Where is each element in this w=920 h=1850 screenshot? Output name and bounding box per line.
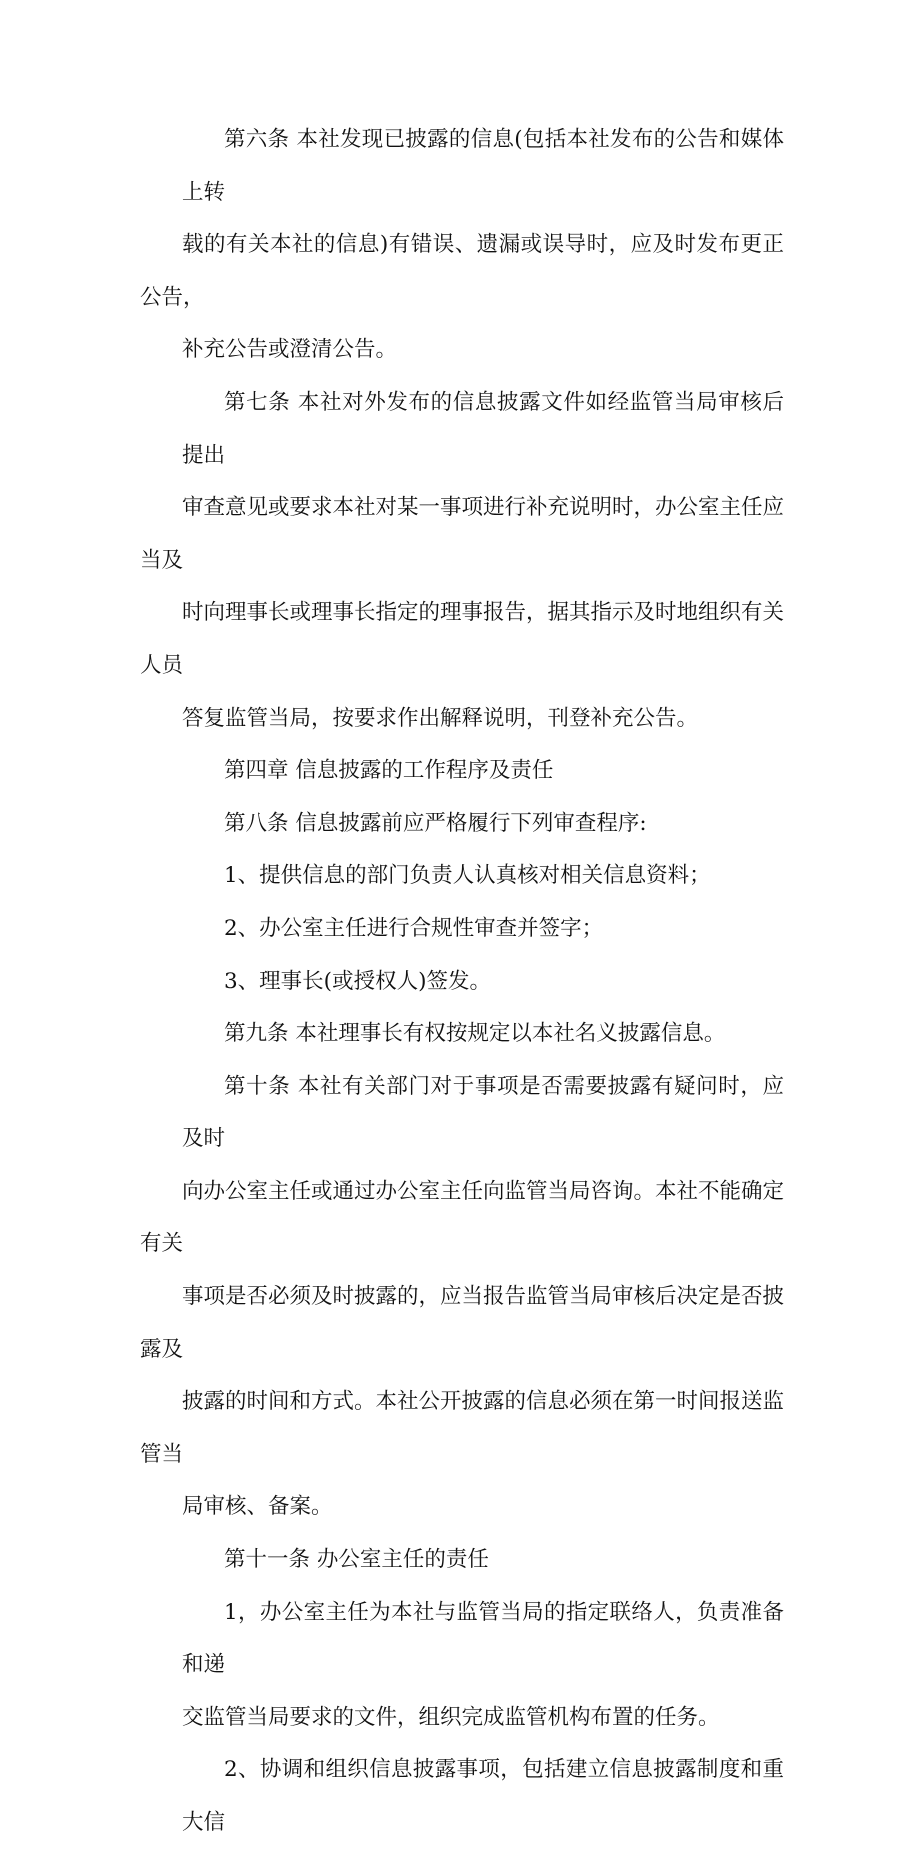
paragraph-line: 向办公室主任或通过办公室主任向监管当局咨询。本社不能确定有关 <box>140 1178 785 1257</box>
paragraph-line: 第九条 本社理事长有权按规定以本社名义披露信息。 <box>224 1021 726 1047</box>
paragraph-line: 1，办公室主任为本社与监管当局的指定联络人，负责准备和递 <box>182 1599 784 1678</box>
paragraph-line: 补充公告或澄清公告。 <box>182 337 398 363</box>
paragraph-line: 事项是否必须及时披露的，应当报告监管当局审核后决定是否披露及 <box>140 1284 785 1362</box>
paragraph-article-10 <box>140 1061 784 1534</box>
paragraph-line: 第十条 本社有关部门对于事项是否需要披露有疑问时，应及时 <box>182 1073 784 1152</box>
paragraph-line: 局审核、备案。 <box>182 1494 333 1520</box>
chapter-4-heading <box>140 745 784 798</box>
paragraph-line: 交监管当局要求的文件，组织完成监管机构布置的任务。 <box>182 1704 720 1730</box>
paragraph-article-11 <box>140 1534 784 1587</box>
paragraph-article-9 <box>140 1008 784 1061</box>
paragraph-line: 审查意见或要求本社对某一事项进行补充说明时，办公室主任应当及 <box>140 495 785 573</box>
list-item-duty-2 <box>140 1744 784 1849</box>
paragraph-article-7 <box>140 377 784 745</box>
paragraph-line: 第七条 本社对外发布的信息披露文件如经监管当局审核后提出 <box>182 389 784 468</box>
paragraph-line: 2、办公室主任进行合规性审查并签字； <box>224 915 604 941</box>
paragraph-article-8 <box>140 798 784 851</box>
paragraph-line: 1、提供信息的部门负责人认真核对相关信息资料； <box>224 863 711 889</box>
list-item-duty-1 <box>140 1587 784 1745</box>
paragraph-line: 3、理事长(或授权人)签发。 <box>224 968 491 994</box>
paragraph-line: 披露的时间和方式。本社公开披露的信息必须在第一时间报送监管当 <box>140 1389 785 1467</box>
list-item-review-3 <box>140 956 784 1009</box>
paragraph-line: 2、协调和组织信息披露事项，包括建立信息披露制度和重大信 <box>182 1757 784 1835</box>
paragraph-line: 时向理事长或理事长指定的理事报告，据其指示及时地组织有关人员 <box>140 600 785 678</box>
paragraph-line: 答复监管当局，按要求作出解释说明，刊登补充公告。 <box>182 705 699 731</box>
paragraph-line: 第八条 信息披露前应严格履行下列审查程序: <box>224 810 647 836</box>
paragraph-line: 载的有关本社的信息)有错误、遗漏或误导时，应及时发布更正公告， <box>140 232 784 310</box>
document-body <box>140 114 784 1850</box>
paragraph-line: 第六条 本社发现已披露的信息(包括本社发布的公告和媒体上转 <box>182 127 784 205</box>
paragraph-line: 第十一条 办公室主任的责任 <box>224 1547 489 1573</box>
list-item-review-1 <box>140 850 784 903</box>
paragraph-line: 第四章 信息披露的工作程序及责任 <box>224 758 554 784</box>
paragraph-article-6 <box>140 114 784 377</box>
list-item-review-2 <box>140 903 784 956</box>
